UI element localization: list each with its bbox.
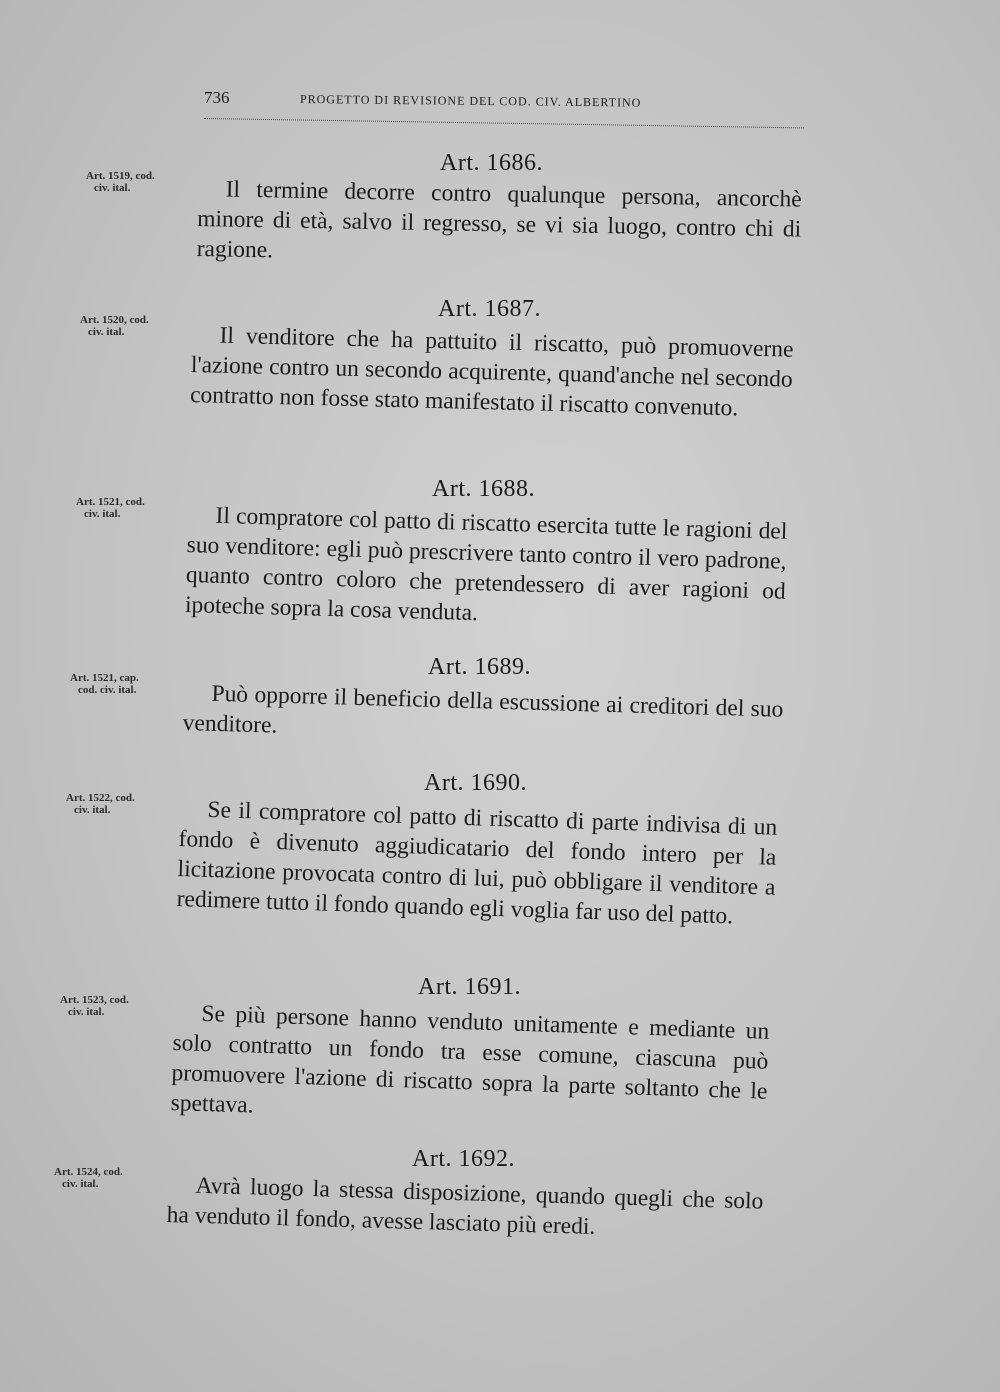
page-header xyxy=(204,88,804,128)
article-text: Avrà luogo la stessa disposizione, quando quegli che solo ha venduto il fondo, avesse lasciato più eredi. xyxy=(166,1172,764,1240)
margin-reference xyxy=(80,314,149,338)
margin-reference-line: Art. 1519, cod. xyxy=(86,170,155,182)
article-text: Può opporre il beneficio della escussione ai creditori del suo venditore. xyxy=(182,680,784,739)
margin-reference xyxy=(70,672,139,696)
article-heading: Art. 1691. xyxy=(418,974,521,1000)
margin-reference-line: civ. ital. xyxy=(68,1006,105,1018)
margin-reference-line: cod. civ. ital. xyxy=(78,684,137,696)
margin-reference-line: civ. ital. xyxy=(84,508,121,520)
margin-reference-line: Art. 1521, cap. xyxy=(70,672,139,684)
margin-reference-line: Art. 1523, cod. xyxy=(60,994,129,1006)
article-text: Se il compratore col patto di riscatto di parte indivisa di un fondo è divenuto aggiudicatario del fondo intero per la licitazione provocata contro di lui, può obbligare il venditore a redimere tutto il fondo quando egli voglia far uso del patto. xyxy=(176,796,778,930)
margin-reference xyxy=(66,792,135,816)
margin-reference-line: Art. 1522, cod. xyxy=(66,792,135,804)
margin-reference xyxy=(86,170,155,194)
article-heading: Art. 1686. xyxy=(440,150,543,176)
article-text: Il compratore col patto di riscatto esercita tutte le ragioni del suo venditore: egli può prescrivere tanto contro il vero padrone, quanto contro coloro che pretendessero di aver ragioni od ipoteche sopra la cosa venduta. xyxy=(184,502,788,627)
margin-reference-line: Art. 1524, cod. xyxy=(54,1166,123,1178)
article-heading: Art. 1689. xyxy=(428,654,531,680)
header-rule xyxy=(204,118,804,128)
running-head: PROGETTO DI REVISIONE DEL COD. CIV. ALBERTINO xyxy=(299,92,642,110)
margin-reference-line: civ. ital. xyxy=(94,182,131,194)
article-heading: Art. 1688. xyxy=(432,476,535,502)
article-text: Il termine decorre contro qualunque persona, ancorchè minore di età, salvo il regresso, se vi sia luogo, contro chi di ragione. xyxy=(196,176,802,264)
margin-reference-line: civ. ital. xyxy=(74,804,111,816)
margin-reference xyxy=(76,496,145,520)
margin-reference xyxy=(60,994,129,1018)
article-text: Se più persone hanno venduto unitamente e mediante un solo contratto un fondo tra esse comune, ciascuna può promuovere l'azione di riscatto sopra la parte soltanto che le spettava. xyxy=(170,1000,770,1119)
margin-reference xyxy=(54,1166,123,1190)
margin-reference-line: Art. 1521, cod. xyxy=(76,496,145,508)
article-heading: Art. 1692. xyxy=(412,1146,515,1172)
margin-reference-line: Art. 1520, cod. xyxy=(80,314,149,326)
article-heading: Art. 1690. xyxy=(424,770,527,796)
article-heading: Art. 1687. xyxy=(438,296,541,322)
margin-reference-line: civ. ital. xyxy=(62,1178,99,1190)
margin-reference-line: civ. ital. xyxy=(88,326,125,338)
page-number: 736 xyxy=(204,88,230,107)
article-text: Il venditore che ha pattuito il riscatto, può promuoverne l'azione contro un secondo acquirente, quand'anche nel secondo contratto non fosse stato manifestato il riscatto convenuto. xyxy=(189,322,794,422)
